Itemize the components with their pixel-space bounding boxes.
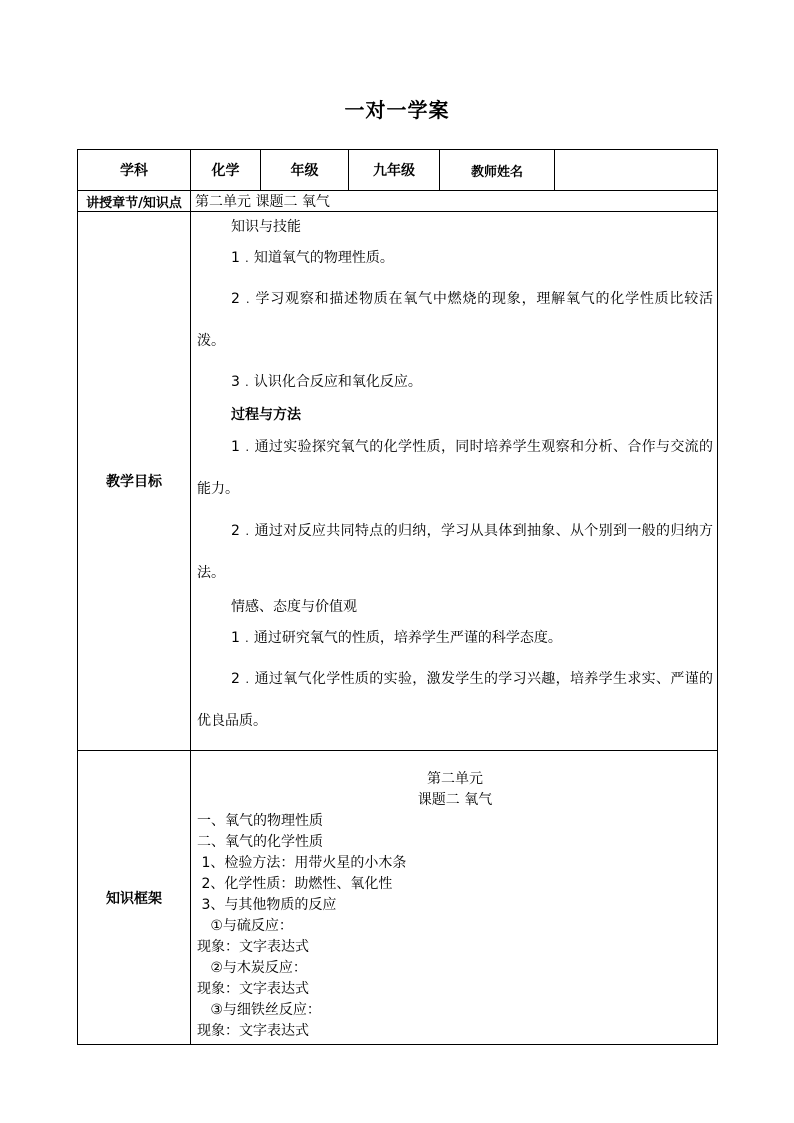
framework-line: 现象：文字表达式 — [197, 939, 309, 955]
objective-item: 2﹒通过氧气化学性质的实验，激发学生的学习兴趣，培养学生求实、严谨的优良品质。 — [197, 671, 713, 729]
framework-line: ②与木炭反应： — [197, 960, 307, 976]
objectives-row — [78, 212, 718, 751]
framework-line: 现象：文字表达式 — [197, 1023, 309, 1039]
chapter-row — [78, 191, 718, 212]
teacher-value — [555, 150, 718, 191]
chapter-value: 第二单元 课题二 氧气 — [191, 191, 718, 212]
framework-line: 3、与其他物质的反应 — [197, 897, 337, 913]
framework-line: 一、氧气的物理性质 — [197, 813, 323, 829]
objective-heading: 过程与方法 — [231, 407, 301, 423]
framework-line: 二、氧气的化学性质 — [197, 834, 323, 850]
framework-line: 2、化学性质：助燃性、氧化性 — [197, 876, 393, 892]
teacher-label: 教师姓名 — [440, 150, 555, 191]
objective-item: 1﹒通过实验探究氧气的化学性质，同时培养学生观察和分析、合作与交流的能力。 — [197, 439, 713, 497]
framework-label: 知识框架 — [78, 751, 191, 1045]
subject-value: 化学 — [191, 150, 261, 191]
objective-item: 2﹒通过对反应共同特点的归纳，学习从具体到抽象、从个别到一般的归纳方法。 — [197, 523, 713, 581]
objective-item: 2﹒学习观察和描述物质在氧气中燃烧的现象，理解氧气的化学性质比较活泼。 — [197, 291, 713, 349]
chapter-label: 讲授章节/知识点 — [78, 191, 191, 212]
objective-heading: 知识与技能 — [231, 219, 301, 235]
objective-item: 3﹒认识化合反应和氧化反应。 — [231, 374, 422, 390]
framework-row — [78, 751, 718, 1045]
objective-item: 1﹒通过研究氧气的性质，培养学生严谨的科学态度。 — [231, 630, 562, 646]
objectives-label: 教学目标 — [78, 212, 191, 751]
objective-item: 1﹒知道氧气的物理性质。 — [231, 250, 394, 266]
subject-label: 学科 — [78, 150, 191, 191]
framework-unit: 第二单元 — [427, 771, 483, 787]
objective-heading: 情感、态度与价值观 — [231, 599, 357, 615]
framework-line: ③与细铁丝反应： — [197, 1002, 321, 1018]
framework-line: 现象：文字表达式 — [197, 981, 309, 997]
framework-topic: 课题二 氧气 — [417, 792, 493, 808]
header-row — [78, 150, 718, 191]
framework-content — [191, 751, 718, 1045]
lesson-plan-table — [77, 149, 718, 1045]
objectives-content — [191, 212, 718, 751]
grade-value: 九年级 — [349, 150, 440, 191]
grade-label: 年级 — [261, 150, 349, 191]
framework-line: 1、检验方法：用带火星的小木条 — [197, 855, 407, 871]
framework-line: ①与硫反应： — [197, 918, 293, 934]
document-title: 一对一学案 — [344, 98, 450, 122]
